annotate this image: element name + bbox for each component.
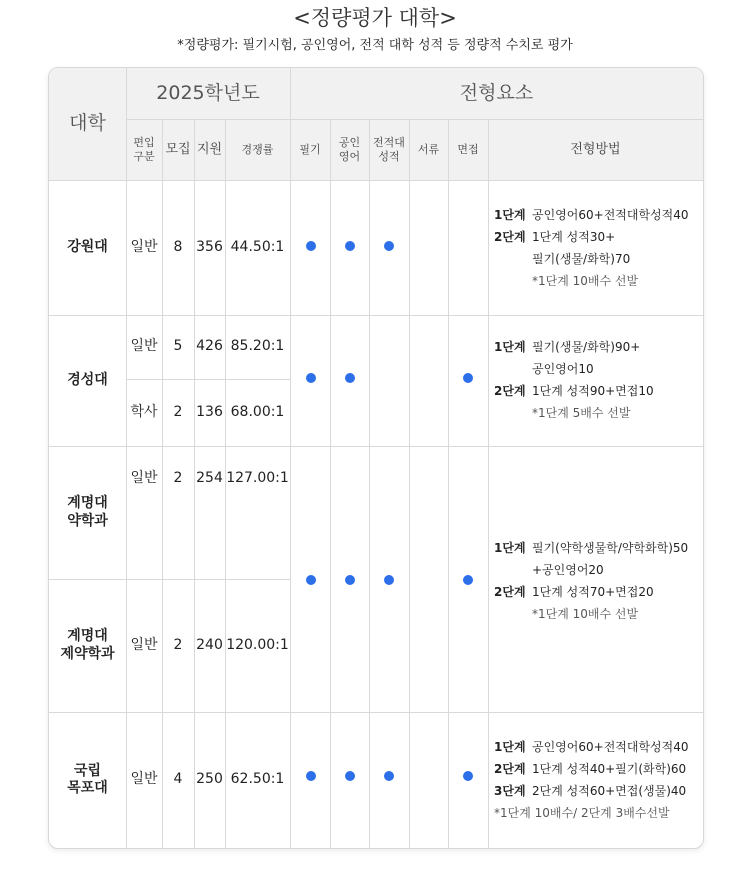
prior-grades-dot bbox=[384, 241, 394, 251]
stage-text: 필기(생물/화학)90+ bbox=[532, 340, 641, 354]
recruit-count: 2 bbox=[173, 470, 183, 487]
divider bbox=[409, 120, 410, 848]
stage-text: 공인영어60+전적대학성적40 bbox=[532, 740, 689, 754]
transfer-type: 학사 bbox=[130, 403, 158, 420]
interview-dot bbox=[463, 771, 473, 781]
applicant-count: 356 bbox=[196, 238, 223, 255]
transfer-type: 일반 bbox=[130, 470, 158, 487]
header-prior-grades: 전적대 성적 bbox=[373, 136, 405, 163]
written-test-dot bbox=[306, 373, 316, 383]
competition-ratio: 120.00:1 bbox=[226, 636, 289, 653]
transfer-type: 일반 bbox=[130, 771, 158, 788]
university-name: 강원대 bbox=[67, 238, 108, 255]
prior-grades-dot bbox=[384, 575, 394, 585]
header-transfer-type: 편입 구분 bbox=[133, 136, 155, 163]
stage-label: 1단계 bbox=[494, 541, 526, 555]
header-competition-ratio: 경쟁률 bbox=[241, 143, 274, 157]
english-dot bbox=[345, 771, 355, 781]
stage-text: 필기(생물/화학)70 bbox=[532, 252, 631, 266]
applicant-count: 136 bbox=[196, 403, 223, 420]
applicant-count: 240 bbox=[196, 636, 223, 653]
recruit-count: 4 bbox=[173, 771, 183, 788]
competition-ratio: 127.00:1 bbox=[226, 470, 289, 487]
stage-text: 1단계 성적40+필기(화학)60 bbox=[532, 762, 687, 776]
method-note: *1단계 10배수 선발 bbox=[532, 607, 639, 621]
applicant-count: 426 bbox=[196, 338, 223, 355]
stage-text: 2단계 성적60+면접(생물)40 bbox=[532, 784, 687, 798]
stage-label: 3단계 bbox=[494, 784, 526, 798]
divider bbox=[369, 120, 370, 848]
stage-text: 1단계 성적70+면접20 bbox=[532, 585, 654, 599]
header-selection-method: 전형방법 bbox=[570, 141, 621, 157]
recruit-count: 2 bbox=[173, 403, 183, 420]
divider bbox=[488, 120, 489, 848]
stage-text: 1단계 성적90+면접10 bbox=[532, 384, 654, 398]
stage-text: +공인영어20 bbox=[532, 563, 604, 577]
recruit-count: 5 bbox=[173, 338, 183, 355]
competition-ratio: 62.50:1 bbox=[230, 771, 285, 788]
header-university: 대학 bbox=[69, 112, 106, 135]
method-note: *1단계 5배수 선발 bbox=[532, 406, 631, 420]
written-test-dot bbox=[306, 771, 316, 781]
stage-text: 공인영어10 bbox=[532, 362, 594, 376]
selection-method bbox=[494, 537, 688, 625]
interview-dot bbox=[463, 373, 473, 383]
prior-grades-dot bbox=[384, 771, 394, 781]
divider bbox=[330, 120, 331, 848]
header-applicants: 지원 bbox=[196, 141, 223, 157]
university-name: 국립 목포대 bbox=[67, 762, 108, 796]
selection-method bbox=[494, 204, 689, 292]
method-note: *1단계 10배수/ 2단계 3배수선발 bbox=[494, 806, 670, 820]
english-dot bbox=[345, 575, 355, 585]
header-written: 필기 bbox=[299, 143, 321, 157]
competition-ratio: 85.20:1 bbox=[230, 338, 285, 355]
selection-method bbox=[494, 736, 689, 824]
transfer-type: 일반 bbox=[130, 338, 158, 355]
stage-text: 필기(약학생물학/약학화학)50 bbox=[532, 541, 689, 555]
header-english: 공인 영어 bbox=[338, 136, 361, 163]
recruit-count: 2 bbox=[173, 636, 183, 653]
selection-method bbox=[494, 336, 654, 424]
page-subtitle: *정량평가: 필기시험, 공인영어, 전적 대학 성적 등 정량적 수치로 평가 bbox=[177, 38, 573, 53]
written-test-dot bbox=[306, 241, 316, 251]
stage-text: 공인영어60+전적대학성적40 bbox=[532, 208, 689, 222]
page-title: <정량평가 대학> bbox=[293, 6, 457, 30]
recruit-count: 8 bbox=[173, 238, 183, 255]
applicant-count: 250 bbox=[196, 771, 223, 788]
competition-ratio: 44.50:1 bbox=[230, 238, 285, 255]
university-name: 계명대 약학과 bbox=[67, 495, 108, 529]
header-selection-factors: 전형요소 bbox=[459, 82, 534, 105]
divider bbox=[290, 68, 291, 848]
stage-label: 1단계 bbox=[494, 740, 526, 754]
university-name: 계명대 제약학과 bbox=[60, 628, 115, 662]
transfer-type: 일반 bbox=[130, 636, 158, 653]
header-year: 2025학년도 bbox=[156, 82, 260, 105]
competition-ratio: 68.00:1 bbox=[230, 403, 285, 420]
stage-label: 2단계 bbox=[494, 230, 526, 244]
stage-label: 1단계 bbox=[494, 340, 526, 354]
written-test-dot bbox=[306, 575, 316, 585]
university-name: 경성대 bbox=[67, 371, 108, 388]
stage-label: 2단계 bbox=[494, 384, 526, 398]
stage-label: 1단계 bbox=[494, 208, 526, 222]
stage-label: 2단계 bbox=[494, 762, 526, 776]
english-dot bbox=[345, 373, 355, 383]
stage-text: 1단계 성적30+ bbox=[532, 230, 616, 244]
applicant-count: 254 bbox=[196, 470, 223, 487]
transfer-type: 일반 bbox=[130, 238, 158, 255]
english-dot bbox=[345, 241, 355, 251]
method-note: *1단계 10배수 선발 bbox=[532, 274, 639, 288]
admissions-table bbox=[48, 67, 704, 849]
header-documents: 서류 bbox=[417, 143, 440, 157]
header-interview: 면접 bbox=[457, 143, 479, 157]
interview-dot bbox=[463, 575, 473, 585]
divider bbox=[448, 120, 449, 848]
stage-label: 2단계 bbox=[494, 585, 526, 599]
header-recruit: 모집 bbox=[165, 141, 191, 157]
